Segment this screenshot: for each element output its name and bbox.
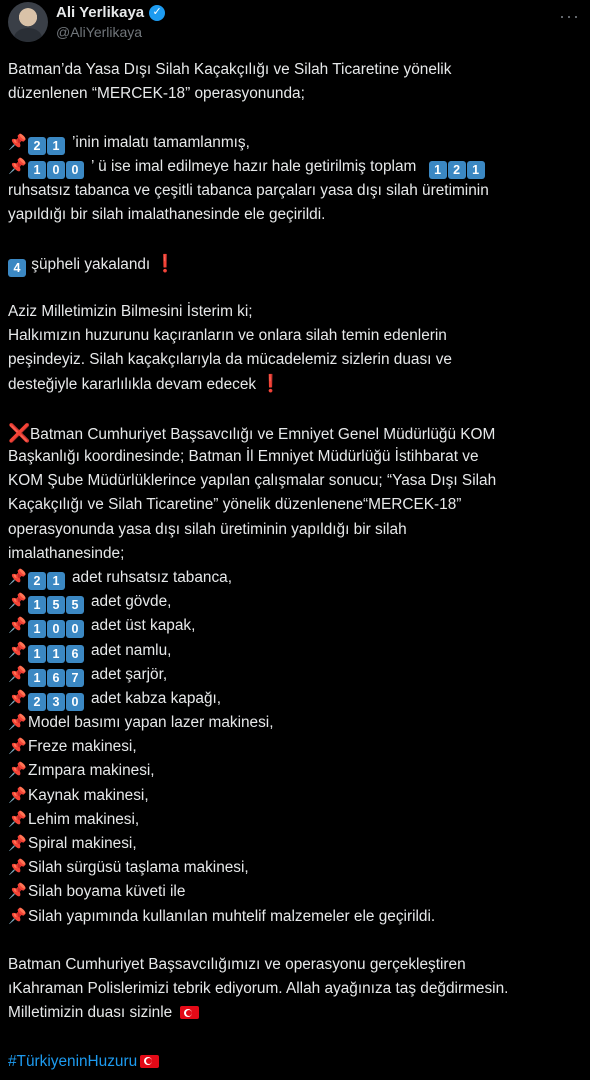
pushpin-icon: 📌 [8,133,27,151]
pushpin-icon: 📌 [8,883,27,901]
keycap-digit: 1 [47,572,65,590]
keycap-digit: 0 [47,620,65,638]
counted-item-text: adet kabza kapağı, [91,689,222,707]
keycap-digit: 2 [28,137,46,155]
keycap-number [28,663,85,687]
verified-badge-icon: ✓ [149,5,165,21]
keycap-number [28,566,66,590]
tweet-line: Kaçakçılığı ve Silah Ticaretine” yönelik düzenlenene“MERCEK-18” [8,496,462,514]
equipment-item [8,832,584,856]
tweet-line: düzenlenen “MERCEK-18” operasyonunda; [8,85,305,103]
counted-item-text: adet üst kapak, [91,617,196,635]
keycap-digit: 1 [28,161,46,179]
keycap-digit: 1 [28,645,46,663]
pushpin-icon: 📌 [8,738,27,756]
keycap-number [429,155,486,179]
keycap-digit: 2 [448,161,466,179]
equipment-item [8,711,584,735]
counted-items-list [8,566,584,711]
tweet-line: Halkımızın huzurunu kaçıranların ve onlara silah temin edenlerin [8,327,447,345]
pushpin-icon: 📌 [8,617,27,635]
counted-item-text: adet ruhsatsız tabanca, [72,568,232,586]
turkey-flag-icon [180,1006,199,1019]
tweet-line-hazir: 📌 1 0 0 ’ ü ise imal edilmeye hazır hale getirilmiş toplam 1 2 1 [8,155,584,179]
tweet-line: Milletimizin duası sizinle [8,1001,584,1025]
keycap-digit: 0 [47,161,65,179]
pushpin-icon: 📌 [8,714,27,732]
equipment-item-text: Silah yapımında kullanılan muhtelif malzemeler ele geçirildi. [28,907,436,925]
tweet-line: Batman’da Yasa Dışı Silah Kaçakçılığı ve Silah Ticaretine yönelik [8,61,452,78]
pushpin-icon: 📌 [8,665,27,683]
keycap-digit: 1 [28,620,46,638]
author-handle[interactable]: @AliYerlikaya [56,24,143,40]
keycap-number [28,687,85,711]
keycap-digit: 1 [467,161,485,179]
equipment-list [8,711,584,929]
pushpin-icon: 📌 [8,907,27,925]
keycap-digit: 1 [429,161,447,179]
keycap-number [28,131,66,155]
equipment-item [8,759,584,783]
author-name-row [56,4,165,21]
equipment-item [8,784,584,808]
pushpin-icon: 📌 [8,157,27,175]
equipment-item-text: Lehim makinesi, [28,810,140,828]
keycap-digit: 5 [66,596,84,614]
keycap-number [28,590,85,614]
pushpin-icon: 📌 [8,689,27,707]
tweet-line: desteğiyle kararlılıkla devam edecek ❗ [8,374,282,394]
tweet-line: Aziz Milletimizin Bilmesini İsterim ki; [8,302,253,320]
keycap-digit: 7 [66,669,84,687]
equipment-item-text: Spiral makinesi, [28,835,137,852]
equipment-item [8,880,584,904]
keycap-digit: 2 [28,693,46,711]
tweet-line: Başkanlığı koordinesinde; Batman İl Emniyet Müdürlüğü İstihbarat ve [8,448,479,465]
counted-item-text: adet namlu, [91,641,172,659]
equipment-item-text: Model basımı yapan lazer makinesi, [28,714,274,732]
pushpin-icon: 📌 [8,762,27,780]
exclamation-icon: ❗ [154,253,176,273]
keycap-digit: 6 [47,669,65,687]
equipment-item-text: Silah sürgüsü taşlama makinesi, [28,859,249,877]
keycap-number: 4 [8,259,26,277]
hashtag-link[interactable]: #TürkiyeninHuzuru [8,1052,138,1070]
counted-item [8,639,584,663]
tweet-line-imalat: 📌 2 1 ’inin imalatı tamamlanmış, [8,131,584,155]
tweet-line-suspects: 4 şüpheli yakalandı ❗ [8,252,584,276]
equipment-item [8,856,584,880]
pushpin-icon: 📌 [8,641,27,659]
keycap-digit: 0 [66,161,84,179]
keycap-digit: 1 [28,596,46,614]
counted-item [8,614,584,638]
keycap-digit: 1 [47,645,65,663]
keycap-digit: 0 [66,693,84,711]
tweet-line: operasyonunda yasa dışı silah üretiminin yapıldığı bir silah [8,520,407,538]
keycap-number [28,639,85,663]
avatar[interactable] [8,2,48,42]
tweet-line [8,1050,584,1074]
keycap-digit: 3 [47,693,65,711]
keycap-number [28,155,85,179]
keycap-number [28,614,85,638]
turkey-flag-icon [140,1055,159,1068]
cross-mark-icon: ❌ [8,422,31,443]
keycap-digit: 5 [47,596,65,614]
keycap-digit: 1 [28,669,46,687]
counted-item-text: adet gövde, [91,593,172,611]
more-options-icon[interactable]: ··· [559,6,580,26]
counted-item-text: adet şarjör, [91,665,168,683]
pushpin-icon: 📌 [8,593,27,611]
keycap-digit: 1 [47,137,65,155]
keycap-digit: 0 [66,620,84,638]
tweet-line: KOM Şube Müdürlüklerince yapılan çalışmalar sonucu; “Yasa Dışı Silah [8,472,497,490]
equipment-item-text: Freze makinesi, [28,738,137,756]
tweet-line: imalathanesinde; [8,544,125,562]
keycap-digit: 2 [28,572,46,590]
tweet-text [8,58,584,1074]
tweet-line: peşindeyiz. Silah kaçakçılarıyla da mücadelemiz sizlerin duası ve [8,351,452,369]
equipment-item [8,905,584,929]
tweet-line: ıKahraman Polislerimizi tebrik ediyorum. Allah ayağınıza taş değdirmesin. [8,980,509,998]
exclamation-icon: ❗ [260,374,282,394]
equipment-item-text: Silah boyama küveti ile [28,883,186,901]
equipment-item [8,735,584,759]
equipment-item-text: Zımpara makinesi, [28,762,155,780]
tweet-line: yapıldığı bir silah imalathanesinde ele geçirildi. [8,206,326,224]
counted-item [8,663,584,687]
counted-item [8,687,584,711]
tweet-line: ❌Batman Cumhuriyet Başsavcılığı ve Emniyet Genel Müdürlüğü KOM [8,421,584,445]
equipment-item-text: Kaynak makinesi, [28,786,149,804]
tweet-header [8,2,582,44]
equipment-item [8,808,584,832]
author-name[interactable]: Ali Yerlikaya [56,4,145,21]
pushpin-icon: 📌 [8,568,27,586]
tweet-line: Batman Cumhuriyet Başsavcılığımızı ve operasyonu gerçekleştiren [8,955,466,973]
pushpin-icon: 📌 [8,835,27,852]
keycap-digit: 6 [66,645,84,663]
counted-item [8,590,584,614]
pushpin-icon: 📌 [8,859,27,877]
tweet-line: ruhsatsız tabanca ve çeşitli tabanca parçaları yasa dışı silah üretiminin [8,181,489,199]
counted-item [8,566,584,590]
pushpin-icon: 📌 [8,786,27,804]
pushpin-icon: 📌 [8,810,27,828]
